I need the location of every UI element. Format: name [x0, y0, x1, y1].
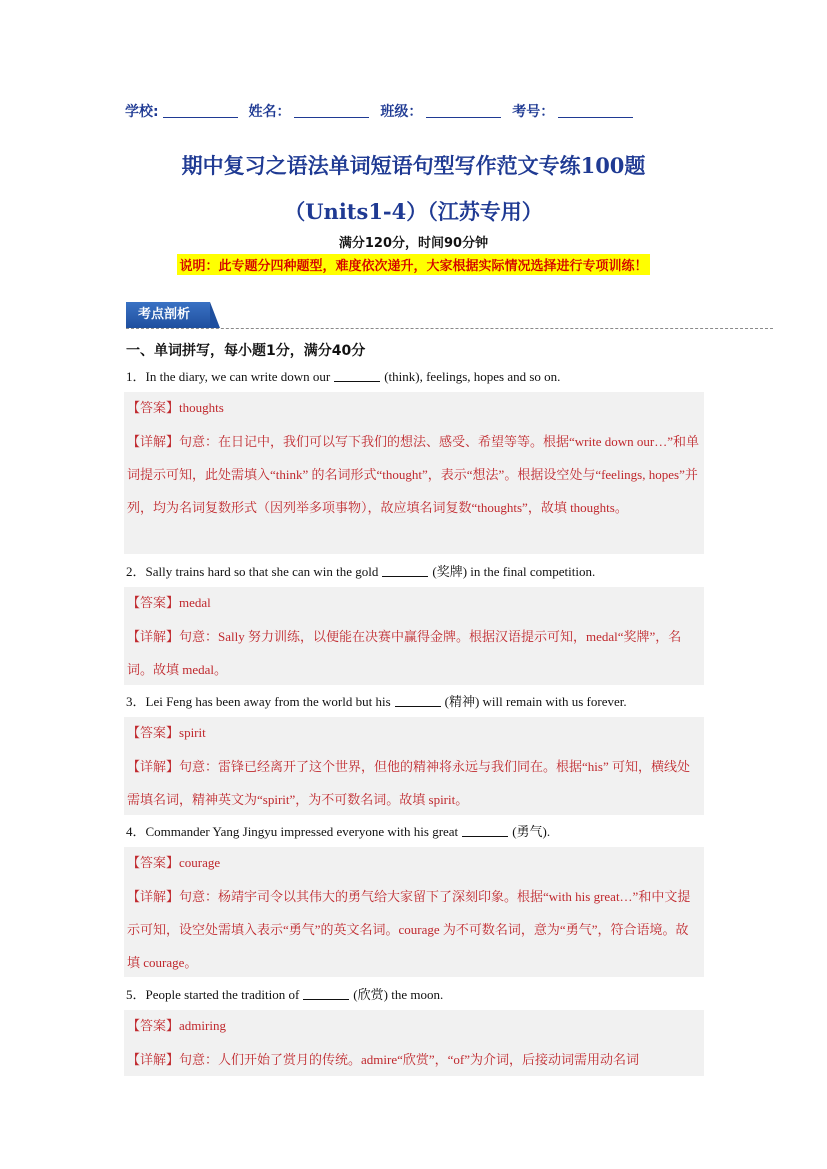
detail-5: 句意：人们开始了赏月的传统。admire“欣赏”，“of”为介词，后接动词需用动名词	[179, 1051, 640, 1067]
class-field[interactable]	[426, 103, 501, 118]
notice-text: 说明：此专题分四种题型，难度依次递升，大家根据实际情况选择进行专项训练！	[177, 254, 649, 275]
answer-tag: 【答案】	[127, 1019, 180, 1034]
question-2	[126, 562, 706, 582]
question-1	[126, 367, 706, 387]
school-label: 学校:	[125, 104, 159, 120]
answer-tag: 【答案】	[127, 856, 180, 871]
question-3	[126, 692, 706, 712]
question-2-suffix: (奖牌) in the final competition.	[432, 564, 596, 579]
question-3-blank[interactable]	[395, 694, 441, 707]
exam-no-label: 考号：	[512, 104, 555, 120]
section-tab: 考点剖析	[126, 302, 210, 328]
detail-1: 句意：在日记中，我们可以写下我们的想法、感受、希望等等。根据“write down our…”和单词提示可知，此处需填入“think” 的名词形式“thought”，表示“想法”。根据设空处与“feelings, hopes”并列，均为名词复数形式（因列举多项事物），故应填名词复数“thoughts”，故填 thoughts。	[127, 433, 699, 515]
question-2-prefix: 2．Sally trains hard so that she can win the gold	[126, 564, 379, 579]
question-5-prefix: 5．People started the tradition of	[126, 987, 300, 1002]
class-label: 班级：	[380, 104, 423, 120]
answer-tag: 【答案】	[127, 596, 180, 611]
answer-box-5	[124, 1010, 704, 1076]
page-title: 期中复习之语法单词短语句型写作范文专练100题	[181, 153, 646, 178]
detail-tag: 【详解】	[127, 759, 180, 775]
name-label: 姓名：	[248, 104, 291, 120]
question-1-blank[interactable]	[334, 369, 380, 382]
section-divider	[126, 328, 773, 329]
question-5	[126, 985, 706, 1005]
question-4-blank[interactable]	[462, 824, 508, 837]
exam-no-field[interactable]	[558, 103, 633, 118]
part-heading: 一、单词拼写，每小题1分，满分40分	[126, 343, 366, 359]
detail-tag: 【详解】	[127, 889, 180, 905]
notice-wrap	[0, 254, 827, 275]
score-info: 满分120分，时间90分钟	[338, 236, 489, 251]
answer-tag: 【答案】	[127, 401, 180, 416]
question-4-suffix: (勇气).	[512, 824, 551, 839]
answer-box-3	[124, 717, 704, 815]
question-5-suffix: (欣赏) the moon.	[353, 987, 444, 1002]
question-2-blank[interactable]	[382, 564, 428, 577]
answer-3: spirit	[179, 725, 206, 740]
detail-tag: 【详解】	[127, 434, 180, 450]
question-3-suffix: (精神) will remain with us forever.	[444, 694, 627, 709]
question-1-prefix: 1．In the diary, we can write down our	[126, 369, 331, 384]
detail-4: 句意：杨靖宇司令以其伟大的勇气给大家留下了深刻印象。根据“with his great…”和中文提示可知，设空处需填入表示“勇气”的英文名词。courage 为不可数名词，意为“勇气”，符合语境。故填 courage。	[127, 888, 691, 970]
name-field[interactable]	[294, 103, 369, 118]
question-3-prefix: 3．Lei Feng has been away from the world but his	[126, 694, 391, 709]
detail-2: 句意：Sally 努力训练，以便能在决赛中赢得金牌。根据汉语提示可知，medal“奖牌”，名词。故填 medal。	[127, 628, 682, 677]
answer-4: courage	[179, 855, 221, 870]
question-1-suffix: (think), feelings, hopes and so on.	[384, 369, 561, 384]
answer-tag: 【答案】	[127, 726, 180, 741]
answer-2: medal	[179, 595, 211, 610]
question-4	[126, 822, 706, 842]
answer-1: thoughts	[179, 400, 224, 415]
detail-tag: 【详解】	[127, 1052, 180, 1068]
detail-tag: 【详解】	[127, 629, 180, 645]
answer-box-2	[124, 587, 704, 685]
school-field[interactable]	[163, 103, 238, 118]
question-4-prefix: 4．Commander Yang Jingyu impressed everyone with his great	[126, 824, 459, 839]
question-5-blank[interactable]	[303, 987, 349, 1000]
page-subtitle: （Units1-4）（江苏专用）	[284, 199, 543, 224]
student-info-row	[125, 101, 725, 121]
answer-5: admiring	[179, 1018, 226, 1033]
answer-box-1	[124, 392, 704, 554]
answer-box-4	[124, 847, 704, 977]
detail-3: 句意：雷锋已经离开了这个世界，但他的精神将永远与我们同在。根据“his” 可知，横线处需填名词，精神英文为“spirit”，为不可数名词。故填 spirit。	[127, 758, 690, 807]
